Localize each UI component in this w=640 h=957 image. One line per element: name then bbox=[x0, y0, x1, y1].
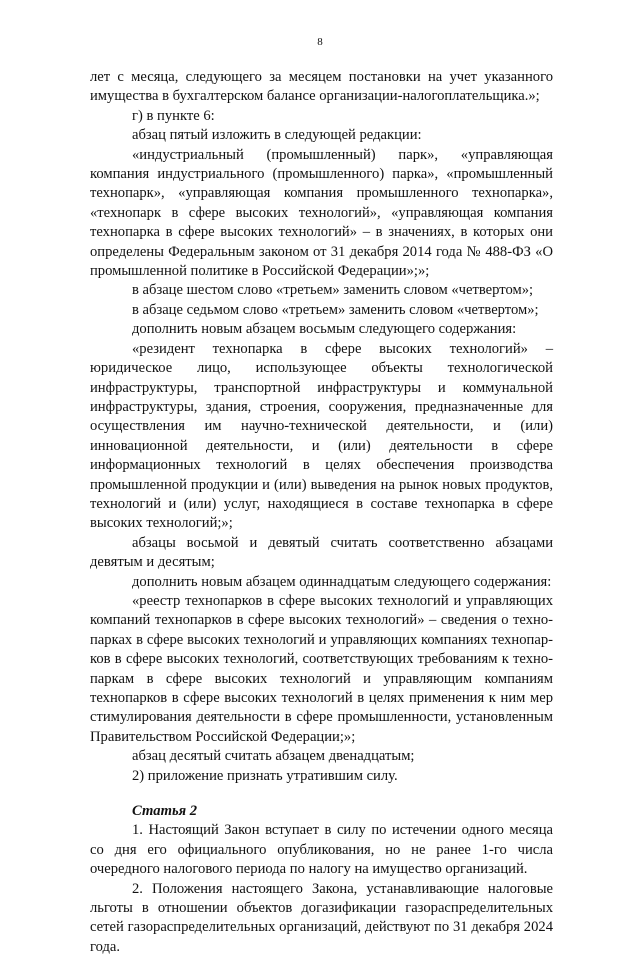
paragraph: в абзаце седьмом слово «третьем» заменить словом «четвертом»; bbox=[132, 301, 539, 318]
article-heading: Статья 2 bbox=[132, 803, 198, 820]
paragraph: абзац пятый изложить в следующей редакции: bbox=[132, 127, 422, 144]
article-paragraph: 2. Положения настоящего Закона, устанавливающие налоговые льготы в отношении объектов догазификации газораспределительных сетей газораспределительных организаций, действуют по 31 декабря 2024 года. bbox=[90, 880, 553, 955]
paragraph: «индустриальный (промышленный) парк», «управляющая компания индустриального (промышленного) парка», «промышленный технопарк», «управляющая компания промышленного технопарка», «технопарк в сфере высоких технологий», «управляющая компания технопарка в сфере высоких технологий» – в значениях, в которых они определены Федеральным законом от 31 декабря 2014 года № 488-ФЗ «О промышленной политике в Российской Федерации»;»; bbox=[90, 146, 553, 280]
paragraph: лет с месяца, следующего за месяцем постановки на учет указанного имущества в бухгалтерском балансе организации-налогоплательщика.»; bbox=[90, 69, 553, 105]
paragraph: г) в пункте 6: bbox=[132, 107, 215, 124]
paragraph: абзац десятый считать абзацем двенадцатым; bbox=[132, 748, 415, 765]
paragraph: абзацы восьмой и девятый считать соответственно абзацами девятым и десятым; bbox=[90, 534, 553, 571]
paragraph: в абзаце шестом слово «третьем» заменить словом «четвертом»; bbox=[132, 282, 534, 299]
document-body bbox=[90, 68, 553, 957]
paragraph: дополнить новым абзацем восьмым следующего содержания: bbox=[132, 321, 517, 338]
paragraph: 2) приложение признать утратившим силу. bbox=[132, 767, 398, 784]
article-paragraph: 1. Настоящий Закон вступает в силу по истечении одного месяца со дня его официального опубликования, но не ранее 1-го числа очередного налогового периода по налогу на имущество организаций. bbox=[90, 822, 553, 878]
paragraph: «резидент технопарка в сфере высоких технологий» – юридическое лицо, использующее объекты технологической инфраструктуры, транспортной инфраструктуры и коммунальной инфраструктуры, здания, строения, сооружения, предназначенные для осуществления им научно-технической деятельности, и (или) инновационной деятельности, и (или) деятельности в сфере информационных технологий в целях обеспечения производства промышленной продукции и (или) выведения на рынок новых продуктов, технологий и (или) услуг, находящиеся в составе технопарка в сфере высоких технологий;»; bbox=[90, 340, 553, 532]
paragraph: дополнить новым абзацем одиннадцатым следующего содержания: bbox=[132, 573, 552, 590]
paragraph: «реестр технопарков в сфере высоких технологий и управляющих компаний технопарков в сфере высоких технологий» – сведения о технопарках в сфере высоких технологий и управляющих компаниях технопарков в сфере высоких технологий, соответствующих требованиям к технопаркам в сфере высоких технологий и управляющим компаниям технопарков в сфере высоких технологий в целях применения к ним мер стимулирования деятельности в сфере промышленности, установленным Правительством Российской Федерации;»; bbox=[90, 592, 553, 745]
page-number: 8 bbox=[317, 36, 323, 48]
